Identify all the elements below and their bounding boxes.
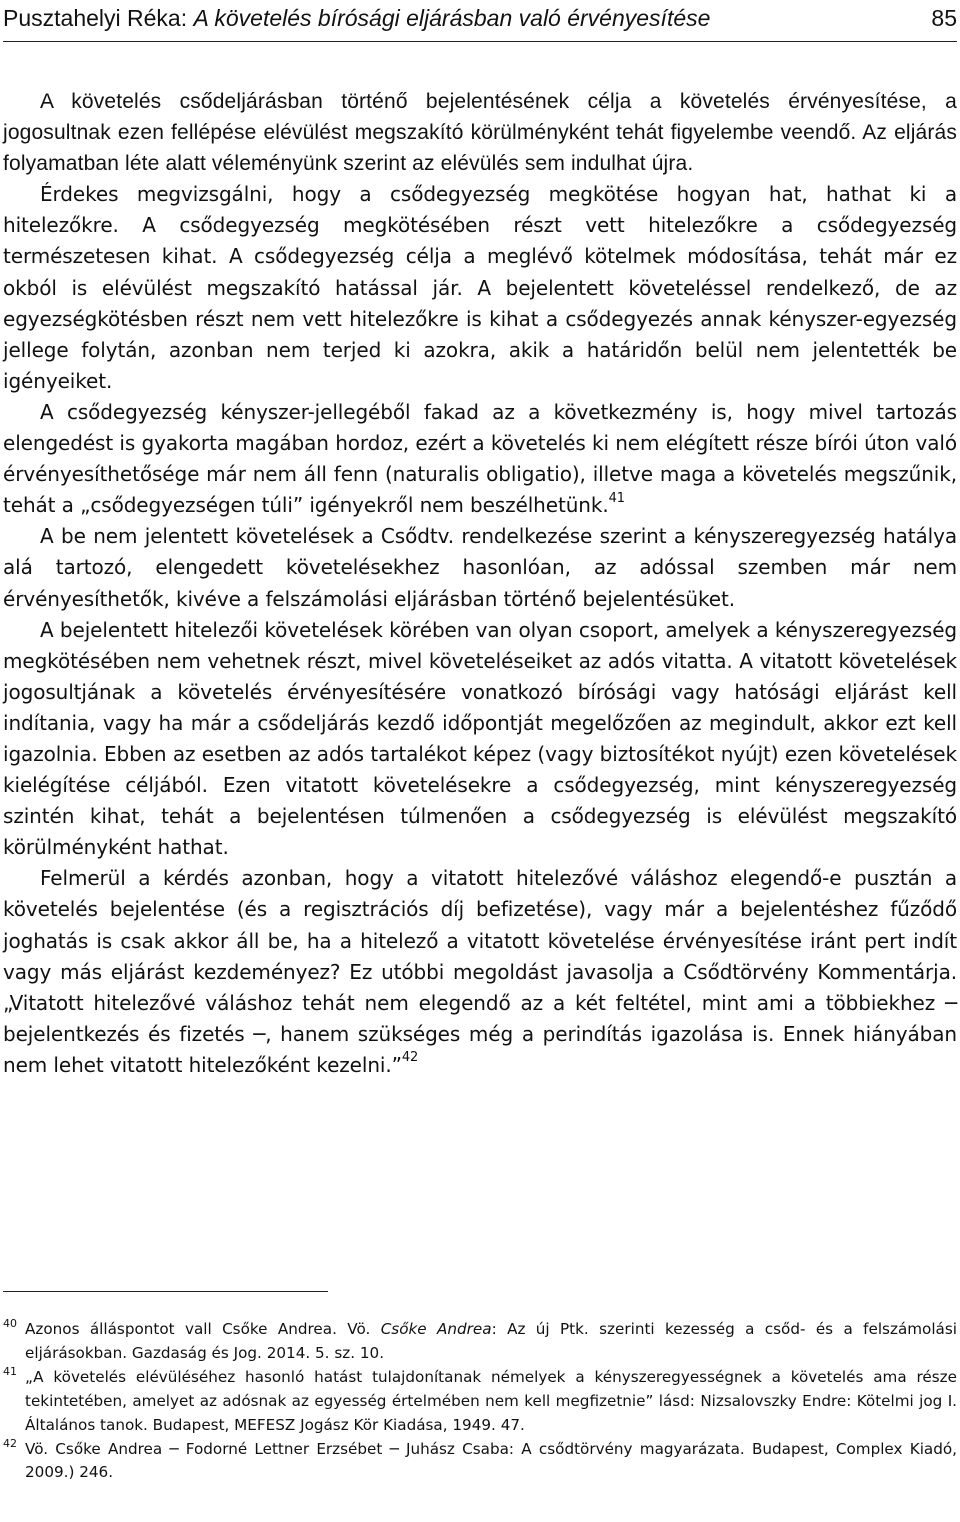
footnote-ref-42[interactable]: 42 (401, 1050, 419, 1066)
header-title: A követelés bírósági eljárásban való érvényesítése (193, 5, 711, 31)
paragraph-2: Érdekes megvizsgálni, hogy a csődegyezség megkötése hogyan hat, hathat ki a hitelezőkre. A csődegyezség megkötésében részt vett hitelezőkre a csődegyezség természetesen kihat. A csődegyezség célja a meglévő kötelmek módosítása, tehát már ez okból is elévülést megszakító hatással jár. A bejelentett követeléssel rendelkező, de az egyezségkötésben részt nem vett hitelezőkre is kihat a csődegyezés annak kényszer-egyezség jellege folytán, azonban nem terjed ki azokra, akik a határidőn belül nem jelentették be igényeiket. (3, 182, 957, 393)
footnote-text: „A követelés elévüléséhez hasonló hatást tulajdonítanak némelyek a kényszeregyességnek a követelés ama része tekintetében, amelyet az adósnak az egyesség értelmében nem kell megfizetnie” lásd: Nizsalovszky Endre: Kötelmi jog I. Általános tanok. Budapest, MEFESZ Jogász Kör Kiadása, 1949. 47. (25, 1367, 957, 1434)
paragraph-6 (3, 863, 957, 1081)
footnote-text-rest: : Az új Ptk. szerinti kezesség a csőd- és a felszámolási eljárásokban. Gazdaság és Jog. 2014. 5. sz. 10. (25, 1320, 957, 1362)
footnote-41 (3, 1366, 957, 1438)
paragraph-4: A be nem jelentett követelések a Csődtv. rendelkezése szerint a kényszeregyezség hatálya alá tartozó, elengedett követelésekhez hasonlóan, az adóssal szemben már nem érvényesíthetők, kivéve a felszámolási eljárásban történő bejelentésüket. (3, 524, 957, 611)
footnote-text: Vö. Csőke Andrea ─ Fodorné Lettner Erzsébet ─ Juhász Csaba: A csődtörvény magyarázata. Budapest, Complex Kiadó, 2009.) 246. (25, 1439, 957, 1482)
footnote-40 (3, 1318, 957, 1366)
footnote-42 (3, 1438, 957, 1486)
footnote-number: 42 (3, 1436, 17, 1450)
paragraph-1: A követelés csődeljárásban történő bejelentésének célja a követelés érvényesítése, a jogosultnak ezen fellépése elévülést megszakító körülményként tehát figyelembe veendő. Az eljárás folyamatban léte alatt véleményünk szerint az elévülés sem indulhat újra. (3, 90, 957, 176)
header-author: Pusztahelyi Réka: (3, 5, 194, 31)
footnote-separator (3, 1291, 328, 1292)
page-number: 85 (931, 5, 957, 31)
paragraph-5: A bejelentett hitelezői követelések körében van olyan csoport, amelyek a kényszeregyezség megkötésében nem vehetnek részt, mivel követeléseiket az adós vitatta. A vitatott követelések jogosultjának a követelés érvényesítésére vonatkozó bírósági vagy hatósági eljárást kell indítania, vagy ha már a csődeljárás kezdő időpontját megelőzően az megindult, akkor ezt kell igazolnia. Ebben az esetben az adós tartalékot képez (vagy biztosítékot nyújt) ezen követelések kielégítése céljából. Ezen vitatott követelésekre a csődegyezség, mint kényszeregyezség szintén kihat, tehát a bejelentésen túlmenően a csődegyezség is elévülést megszakító körülményként hathat. (3, 617, 957, 860)
paragraph-3-text: A csődegyezség kényszer-jellegéből fakad az a következmény is, hogy mivel tartozás elengedést is gyakorta magában hordoz, ezért a követelés ki nem elégített része bírói úton való érvényesíthetősége már nem áll fenn (naturalis obligatio), illetve maga a követelés megszűnik, tehát a „csődegyezségen túli” igényekről nem beszélhetünk. (3, 399, 957, 518)
main-text (3, 86, 957, 1081)
footnote-number: 41 (3, 1364, 17, 1378)
footnote-text: Azonos álláspontot vall Csőke Andrea. Vö. (25, 1320, 381, 1338)
paragraph-6-text: Felmerül a kérdés azonban, hogy a vitatott hitelezővé váláshoz elegendő-e pusztán a követelés bejelentése (és a regisztrációs díj befizetése), vagy már a bejelentéshez fűződő joghatás is csak akkor áll be, ha a hitelező a vitatott követelése érvényesítése iránt pert indít vagy más eljárást kezdeményez? Ez utóbbi megoldást javasolja a Csődtörvény Kommentárja. „Vitatott hitelezővé váláshoz tehát nem elegendő az a két feltétel, mint ami a többiekhez ─ bejelentkezés és fizetés ─, hanem szükséges még a perindítás igazolása is. Ennek hiányában nem lehet vitatott hitelezőként kezelni.” (3, 866, 957, 1077)
footnote-number: 40 (3, 1317, 17, 1330)
running-header (3, 0, 957, 40)
header-rule (3, 41, 957, 42)
footnotes (3, 1318, 957, 1485)
footnote-ref-41[interactable]: 41 (608, 490, 625, 506)
header-author-title (3, 2, 710, 34)
footnote-italic-author: Csőke Andrea (380, 1320, 492, 1338)
paragraph-3 (3, 397, 957, 521)
